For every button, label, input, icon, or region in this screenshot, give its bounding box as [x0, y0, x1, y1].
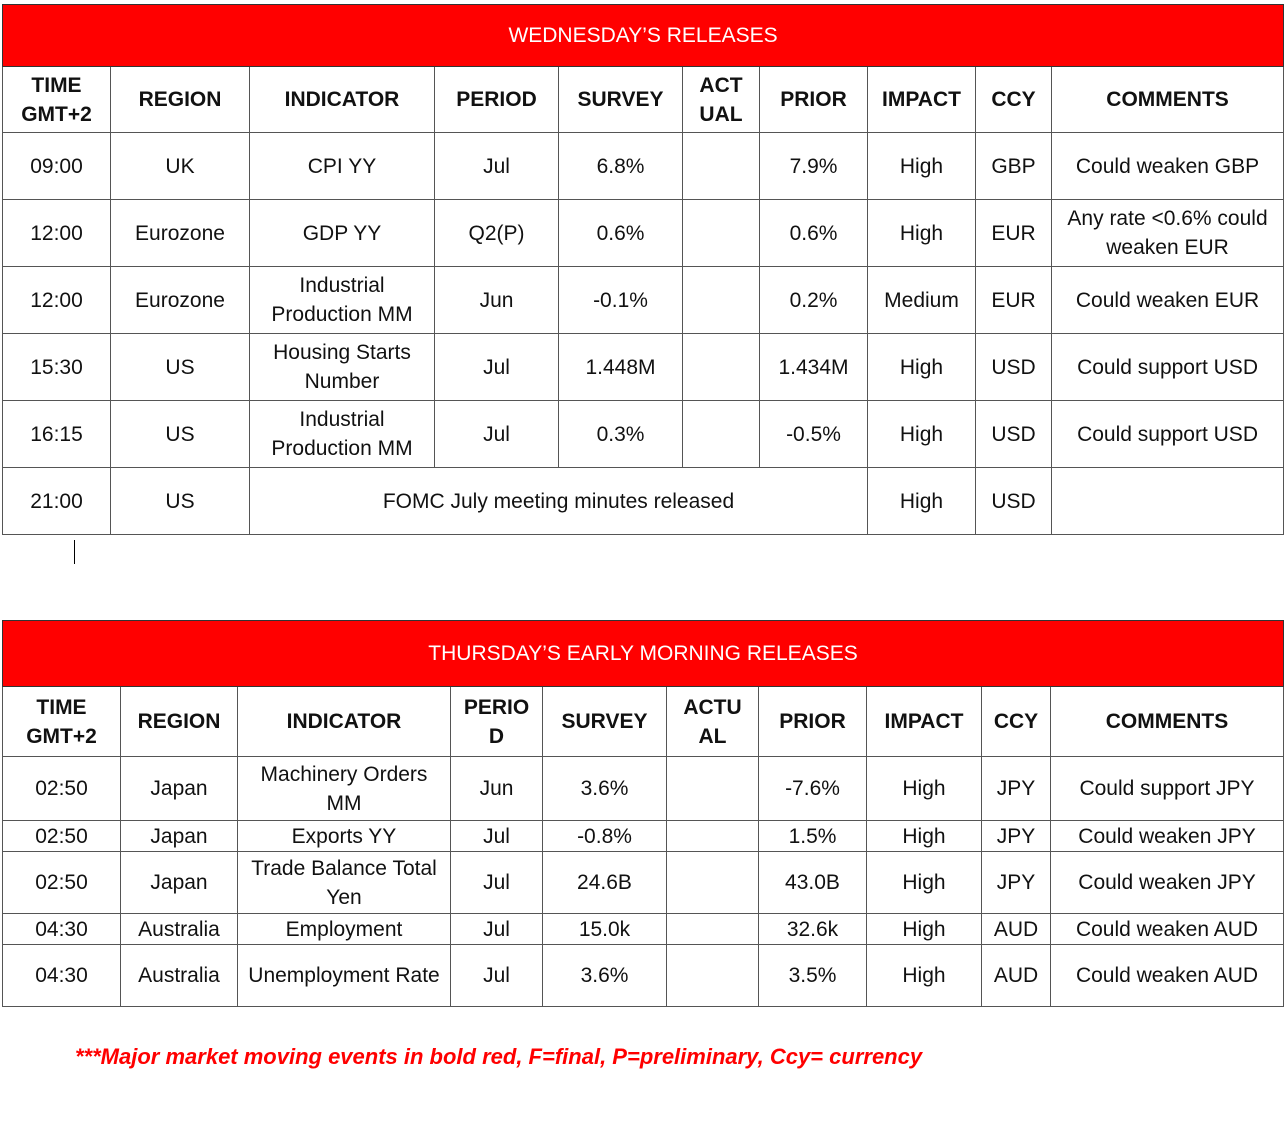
prior-cell: 43.0B [759, 852, 867, 914]
col-header-survey: SURVEY [543, 687, 667, 757]
time-cell: 02:50 [3, 852, 121, 914]
col-header-impact: IMPACT [867, 687, 982, 757]
comments-cell: Could support USD [1052, 334, 1284, 401]
table-title: WEDNESDAY’S RELEASES [3, 5, 1284, 67]
prior-cell: 3.5% [759, 945, 867, 1007]
time-cell: 09:00 [3, 133, 111, 200]
actual-cell [683, 133, 760, 200]
comments-cell: Could weaken EUR [1052, 267, 1284, 334]
col-header-indicator: INDICATOR [250, 67, 435, 133]
table-row [3, 133, 1284, 200]
time-cell: 16:15 [3, 401, 111, 468]
comments-cell: Could weaken JPY [1051, 852, 1284, 914]
col-header-time: TIME GMT+2 [3, 687, 121, 757]
col-header-comments: COMMENTS [1051, 687, 1284, 757]
prior-cell: 7.9% [760, 133, 868, 200]
indicator-cell: Exports YY [238, 821, 451, 852]
comments-cell: Any rate <0.6% could weaken EUR [1052, 200, 1284, 267]
col-header-ccy: CCY [982, 687, 1051, 757]
ccy-cell: JPY [982, 757, 1051, 821]
impact-cell: High [867, 914, 982, 945]
period-cell: Jul [451, 945, 543, 1007]
time-cell: 02:50 [3, 821, 121, 852]
fomc-row [3, 468, 1284, 535]
time-cell: 04:30 [3, 914, 121, 945]
indicator-cell: GDP YY [250, 200, 435, 267]
prior-cell: 32.6k [759, 914, 867, 945]
wednesday-releases-table [2, 4, 1284, 535]
actual-cell [667, 821, 759, 852]
region-cell: Japan [121, 821, 238, 852]
ccy-cell: EUR [976, 200, 1052, 267]
survey-cell: 3.6% [543, 757, 667, 821]
survey-cell: 1.448M [559, 334, 683, 401]
ccy-cell: AUD [982, 914, 1051, 945]
actual-cell [683, 267, 760, 334]
survey-cell: 6.8% [559, 133, 683, 200]
time-cell: 12:00 [3, 200, 111, 267]
survey-cell: 0.3% [559, 401, 683, 468]
period-cell: Jul [435, 401, 559, 468]
region-cell: UK [111, 133, 250, 200]
table-row [3, 821, 1284, 852]
region-cell: US [111, 401, 250, 468]
ccy-cell: EUR [976, 267, 1052, 334]
thursday-releases-table [2, 620, 1284, 1007]
ccy-cell: AUD [982, 945, 1051, 1007]
ccy-cell: USD [976, 334, 1052, 401]
prior-cell: 0.6% [760, 200, 868, 267]
actual-cell [667, 914, 759, 945]
survey-cell: -0.8% [543, 821, 667, 852]
period-cell: Q2(P) [435, 200, 559, 267]
period-cell: Jul [451, 821, 543, 852]
table-row [3, 757, 1284, 821]
period-cell: Jul [435, 334, 559, 401]
time-cell: 12:00 [3, 267, 111, 334]
ccy-cell: GBP [976, 133, 1052, 200]
time-cell: 15:30 [3, 334, 111, 401]
col-header-indicator: INDICATOR [238, 687, 451, 757]
actual-cell [683, 200, 760, 267]
actual-cell [667, 757, 759, 821]
prior-cell: 0.2% [760, 267, 868, 334]
time-cell: 21:00 [3, 468, 111, 535]
actual-cell [667, 945, 759, 1007]
col-header-prior: PRIOR [760, 67, 868, 133]
impact-cell: High [868, 133, 976, 200]
ccy-cell: JPY [982, 821, 1051, 852]
indicator-cell: Housing Starts Number [250, 334, 435, 401]
period-cell: Jun [435, 267, 559, 334]
survey-cell: 24.6B [543, 852, 667, 914]
comments-cell: Could weaken AUD [1051, 914, 1284, 945]
actual-cell [683, 334, 760, 401]
col-header-actual: ACTU AL [667, 687, 759, 757]
table-title: THURSDAY’S EARLY MORNING RELEASES [3, 621, 1284, 687]
comments-cell: Could support USD [1052, 401, 1284, 468]
region-cell: Japan [121, 852, 238, 914]
region-cell: US [111, 468, 250, 535]
event-cell: FOMC July meeting minutes released [250, 468, 868, 535]
actual-cell [683, 401, 760, 468]
comments-cell: Could weaken GBP [1052, 133, 1284, 200]
header-row [3, 67, 1284, 133]
indicator-cell: Machinery Orders MM [238, 757, 451, 821]
table-row [3, 200, 1284, 267]
ccy-cell: USD [976, 401, 1052, 468]
period-cell: Jul [451, 852, 543, 914]
table-row [3, 914, 1284, 945]
comments-cell: Could support JPY [1051, 757, 1284, 821]
period-cell: Jul [451, 914, 543, 945]
impact-cell: High [867, 852, 982, 914]
survey-cell: -0.1% [559, 267, 683, 334]
impact-cell: High [868, 401, 976, 468]
ccy-cell: JPY [982, 852, 1051, 914]
indicator-cell: Employment [238, 914, 451, 945]
footnote: ***Major market moving events in bold red, F=final, P=preliminary, Ccy= currency [75, 1044, 923, 1069]
comments-cell [1052, 468, 1284, 535]
header-row [3, 687, 1284, 757]
prior-cell: 1.434M [760, 334, 868, 401]
impact-cell: High [868, 334, 976, 401]
survey-cell: 3.6% [543, 945, 667, 1007]
text-cursor [74, 540, 75, 564]
table-row [3, 945, 1284, 1007]
impact-cell: High [867, 821, 982, 852]
col-header-survey: SURVEY [559, 67, 683, 133]
col-header-period: PERIOD [435, 67, 559, 133]
comments-cell: Could weaken JPY [1051, 821, 1284, 852]
survey-cell: 0.6% [559, 200, 683, 267]
impact-cell: High [868, 200, 976, 267]
indicator-cell: Industrial Production MM [250, 401, 435, 468]
region-cell: Japan [121, 757, 238, 821]
survey-cell: 15.0k [543, 914, 667, 945]
prior-cell: -0.5% [760, 401, 868, 468]
col-header-region: REGION [111, 67, 250, 133]
ccy-cell: USD [976, 468, 1052, 535]
indicator-cell: Industrial Production MM [250, 267, 435, 334]
impact-cell: High [868, 468, 976, 535]
time-cell: 04:30 [3, 945, 121, 1007]
period-cell: Jun [451, 757, 543, 821]
impact-cell: High [867, 757, 982, 821]
table-row [3, 267, 1284, 334]
col-header-comments: COMMENTS [1052, 67, 1284, 133]
col-header-period: PERIO D [451, 687, 543, 757]
impact-cell: Medium [868, 267, 976, 334]
col-header-region: REGION [121, 687, 238, 757]
time-cell: 02:50 [3, 757, 121, 821]
col-header-impact: IMPACT [868, 67, 976, 133]
table-row [3, 401, 1284, 468]
col-header-ccy: CCY [976, 67, 1052, 133]
col-header-actual: ACT UAL [683, 67, 760, 133]
impact-cell: High [867, 945, 982, 1007]
table-row [3, 334, 1284, 401]
col-header-prior: PRIOR [759, 687, 867, 757]
prior-cell: -7.6% [759, 757, 867, 821]
col-header-time: TIME GMT+2 [3, 67, 111, 133]
region-cell: Eurozone [111, 267, 250, 334]
period-cell: Jul [435, 133, 559, 200]
indicator-cell: Trade Balance Total Yen [238, 852, 451, 914]
comments-cell: Could weaken AUD [1051, 945, 1284, 1007]
region-cell: Australia [121, 945, 238, 1007]
prior-cell: 1.5% [759, 821, 867, 852]
indicator-cell: Unemployment Rate [238, 945, 451, 1007]
region-cell: Australia [121, 914, 238, 945]
actual-cell [667, 852, 759, 914]
table-row [3, 852, 1284, 914]
indicator-cell: CPI YY [250, 133, 435, 200]
region-cell: US [111, 334, 250, 401]
region-cell: Eurozone [111, 200, 250, 267]
